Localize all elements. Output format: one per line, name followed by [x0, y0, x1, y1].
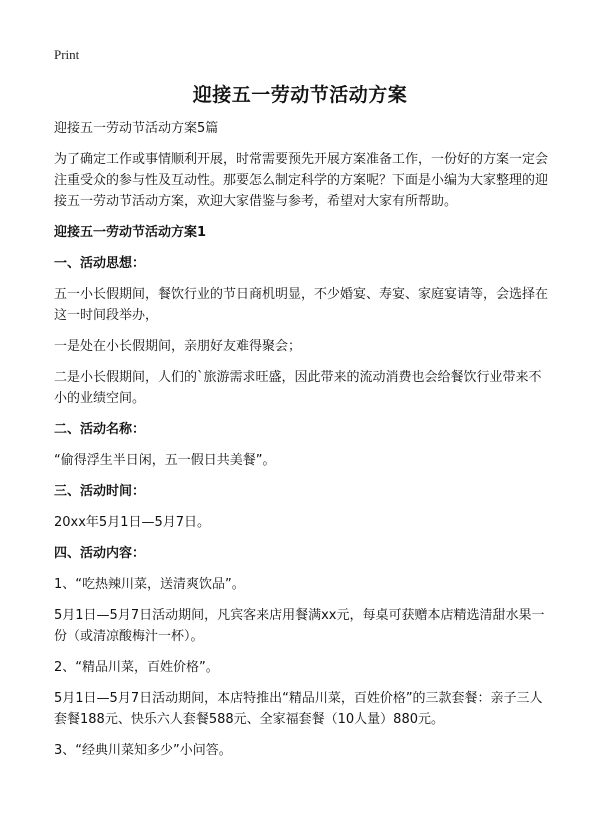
name-heading: 二、活动名称： [54, 422, 146, 437]
time-paragraph: 20xx年5月1日—5月7日。 [54, 515, 211, 530]
time-heading: 三、活动时间： [54, 484, 146, 499]
item-2-title: 2、“精品川菜，百姓价格”。 [54, 660, 219, 675]
thought-paragraph-1: 五一小长假期间，餐饮行业的节日商机明显，不少婚宴、寿宴、家庭宴请等，会选择在这一时间段举办， [54, 287, 549, 323]
item-1-text: 5月1日—5月7日活动期间，凡宾客来店用餐满xx元，每桌可获赠本店精选清甜水果一份（或清凉酸梅汁一杯）。 [54, 608, 545, 644]
thought-paragraph-2: 一是处在小长假期间，亲朋好友难得聚会； [54, 339, 302, 354]
thought-heading: 一、活动思想： [54, 256, 146, 271]
thought-paragraph-3: 二是小长假期间，人们的`旅游需求旺盛，因此带来的流动消费也会给餐饮行业带来不小的业绩空间。 [54, 370, 542, 406]
content-heading: 四、活动内容： [54, 546, 146, 561]
document-subtitle: 迎接五一劳动节活动方案5篇 [54, 121, 219, 136]
item-2-text: 5月1日—5月7日活动期间，本店特推出“精品川菜，百姓价格”的三款套餐：亲子三人套餐188元、快乐六人套餐588元、全家福套餐（10人量）880元。 [54, 691, 543, 727]
intro-paragraph: 为了确定工作或事情顺利开展，时常需要预先开展方案准备工作，一份好的方案一定会注重受众的参与性及互动性。那要怎么制定科学的方案呢？下面是小编为大家整理的迎接五一劳动节活动方案，欢迎大家借鉴与参考，希望对大家有所帮助。 [54, 152, 549, 209]
print-link[interactable]: Print [54, 47, 80, 62]
page-title: 迎接五一劳动节活动方案 [192, 84, 408, 106]
item-1-title: 1、“吃热辣川菜，送清爽饮品”。 [54, 577, 245, 592]
item-3-title: 3、“经典川菜知多少”小问答。 [54, 743, 232, 758]
name-paragraph: “偷得浮生半日闲，五一假日共美餐”。 [54, 453, 276, 468]
document-body [54, 118, 554, 771]
section-heading: 迎接五一劳动节活动方案1 [54, 225, 207, 240]
